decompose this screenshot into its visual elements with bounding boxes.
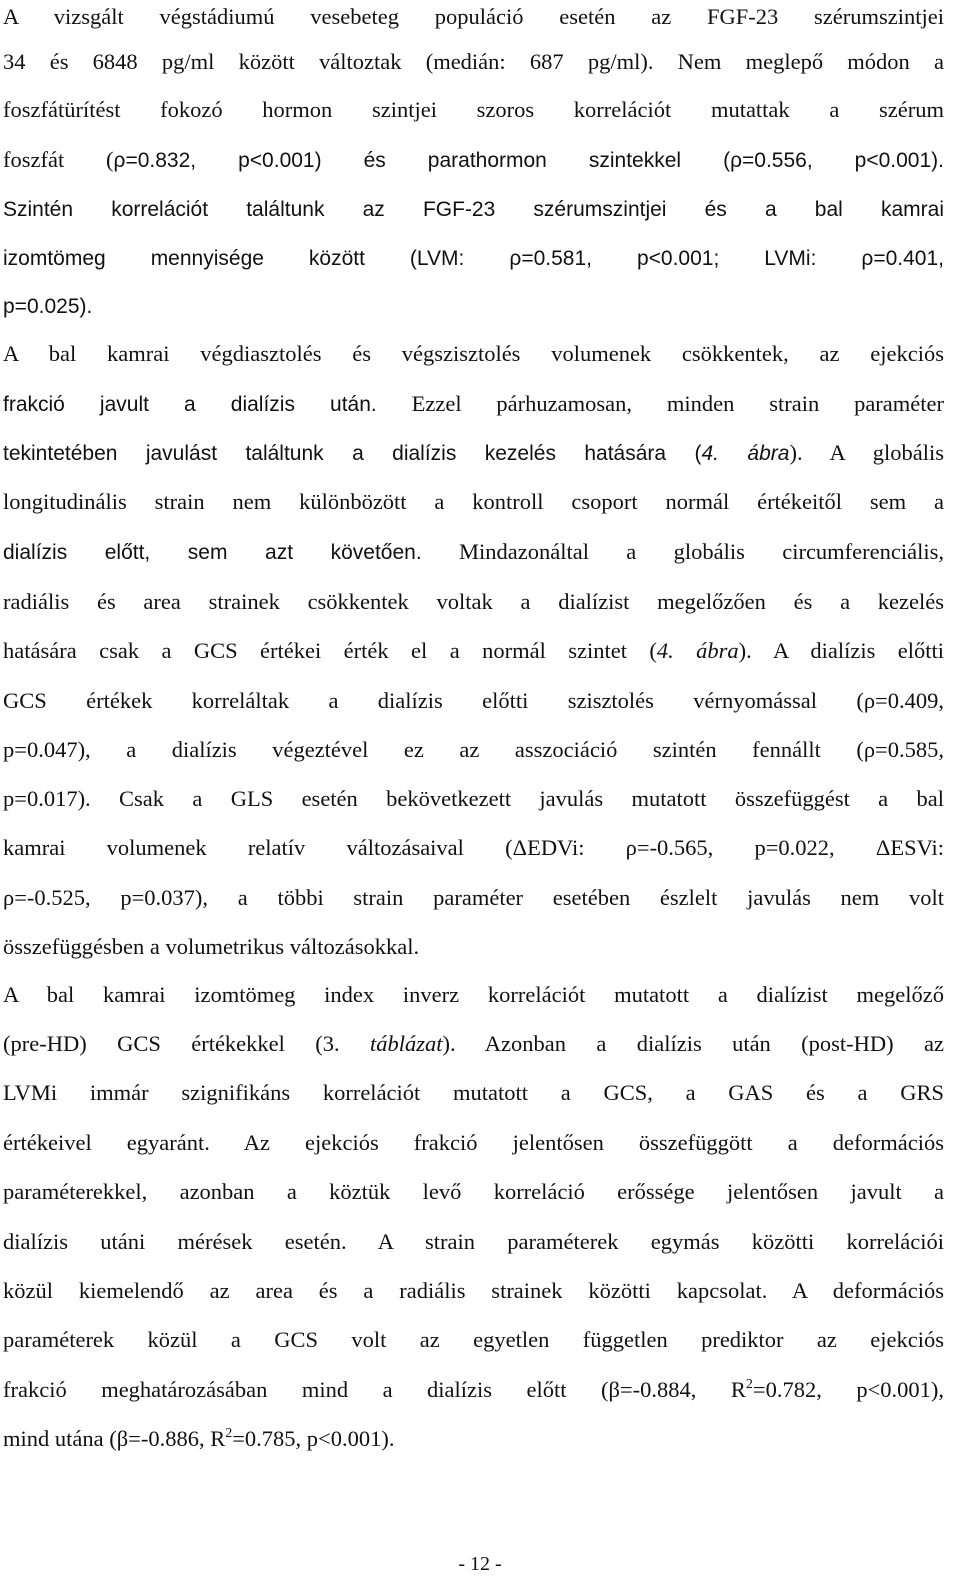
paragraph-2-line-3	[3, 438, 944, 469]
line-segment-sans: tekintetében javulást találtunk a dialízis kezelés hatására (	[3, 442, 702, 465]
line-segment: Mindazonáltal a globális circumferenciális,	[421, 539, 944, 564]
line-segment: frakció meghatározásában mind a dialízis előtt (β=-0.884, R	[3, 1377, 746, 1402]
paragraph-2-line-1: A bal kamrai végdiasztolés és végszisztolés volumenek csökkentek, az ejekciós	[3, 341, 944, 366]
paragraph-2-line-7	[3, 636, 944, 666]
paragraph-1-line-7: p=0.025).	[3, 295, 93, 318]
line-segment: =0.782, p<0.001),	[752, 1377, 944, 1402]
paragraph-3-line-9	[3, 1375, 944, 1405]
paragraph-2-line-5	[3, 537, 944, 568]
paragraph-1-line-1: A vizsgált végstádiumú vesebeteg populáció esetén az FGF-23 szérumszintjei	[3, 4, 944, 29]
line-segment: =0.785, p<0.001).	[232, 1426, 395, 1451]
superscript: 2	[745, 1377, 753, 1392]
superscript: 2	[225, 1426, 233, 1441]
line-segment: hatására csak a GCS értékei érték el a normál szintet (	[3, 638, 657, 663]
figure-reference: 4. ábra	[701, 442, 790, 465]
paragraph-1-line-6: izomtömeg mennyisége között (LVM: ρ=0.581, p<0.001; LVMi: ρ=0.401,	[3, 247, 944, 270]
paragraph-3-line-6: dialízis utáni mérések esetén. A strain paraméterek egymás közötti korrelációi	[3, 1229, 944, 1254]
paragraph-3-line-4: értékeivel egyaránt. Az ejekciós frakció jelentősen összefüggött a deformációs	[3, 1130, 944, 1155]
paragraph-2-line-2	[3, 389, 944, 420]
line-segment-sans: ρ=0.832, p<0.001) és parathormon szintekkel (ρ=0.556, p<0.001).	[113, 149, 944, 172]
line-segment-sans: dialízis előtt, sem azt követően.	[3, 541, 422, 564]
figure-reference: 4. ábra	[656, 638, 739, 663]
paragraph-2-line-12: ρ=-0.525, p=0.037), a többi strain paraméter esetében észlelt javulás nem volt	[3, 885, 944, 910]
paragraph-3-line-5: paraméterekkel, azonban a köztük levő korreláció erőssége jelentősen javult a	[3, 1179, 944, 1204]
paragraph-2-line-6: radiális és area strainek csökkentek voltak a dialízist megelőzően és a kezelés	[3, 589, 944, 614]
paragraph-2-line-9: p=0.047), a dialízis végeztével ez az asszociáció szintén fennállt (ρ=0.585,	[3, 737, 944, 762]
paragraph-2-line-10: p=0.017). Csak a GLS esetén bekövetkezett javulás mutatott összefüggést a bal	[3, 786, 944, 811]
paragraph-2-line-8: GCS értékek korreláltak a dialízis előtti szisztolés vérnyomással (ρ=0.409,	[3, 688, 944, 713]
line-segment: ). A dialízis előtti	[738, 638, 944, 663]
page-number: - 12 -	[458, 1553, 502, 1575]
paragraph-1-line-4	[3, 145, 944, 176]
paragraph-1-line-5: Szintén korrelációt találtunk az FGF-23 szérumszintjei és a bal kamrai	[3, 198, 944, 221]
paragraph-1-line-2: 34 és 6848 pg/ml között változtak (medián: 687 pg/ml). Nem meglepő módon a	[3, 49, 944, 74]
paragraph-3-line-10	[3, 1424, 944, 1454]
line-segment: ). Azonban a dialízis után (post-HD) az	[442, 1031, 944, 1056]
paragraph-3-line-1: A bal kamrai izomtömeg index inverz korrelációt mutatott a dialízist megelőző	[3, 982, 944, 1007]
paragraph-1-line-3: foszfátürítést fokozó hormon szintjei szoros korrelációt mutattak a szérum	[3, 97, 944, 122]
line-segment: foszfát (	[3, 147, 114, 172]
paragraph-3-line-7: közül kiemelendő az area és a radiális strainek közötti kapcsolat. A deformációs	[3, 1278, 944, 1303]
paragraph-2-line-4: longitudinális strain nem különbözött a kontroll csoport normál értékeitől sem a	[3, 489, 944, 514]
paragraph-2-line-13: összefüggésben a volumetrikus változásokkal.	[3, 934, 420, 959]
line-segment: Ezzel párhuzamosan, minden strain paraméter	[376, 391, 945, 416]
line-segment: mind utána (β=-0.886, R	[3, 1426, 226, 1451]
paragraph-3-line-8: paraméterek közül a GCS volt az egyetlen független prediktor az ejekciós	[3, 1327, 944, 1352]
table-reference: táblázat	[370, 1031, 443, 1056]
paragraph-2-line-11: kamrai volumenek relatív változásaival (ΔEDVi: ρ=-0.565, p=0.022, ΔESVi:	[3, 835, 944, 860]
line-segment-sans: frakció javult a dialízis után.	[3, 393, 377, 416]
paragraph-3-line-3: LVMi immár szignifikáns korrelációt mutatott a GCS, a GAS és a GRS	[3, 1080, 944, 1105]
line-segment: ). A globális	[789, 440, 944, 465]
line-segment: (pre-HD) GCS értékekkel (3.	[3, 1031, 371, 1056]
paragraph-3-line-2	[3, 1029, 944, 1059]
